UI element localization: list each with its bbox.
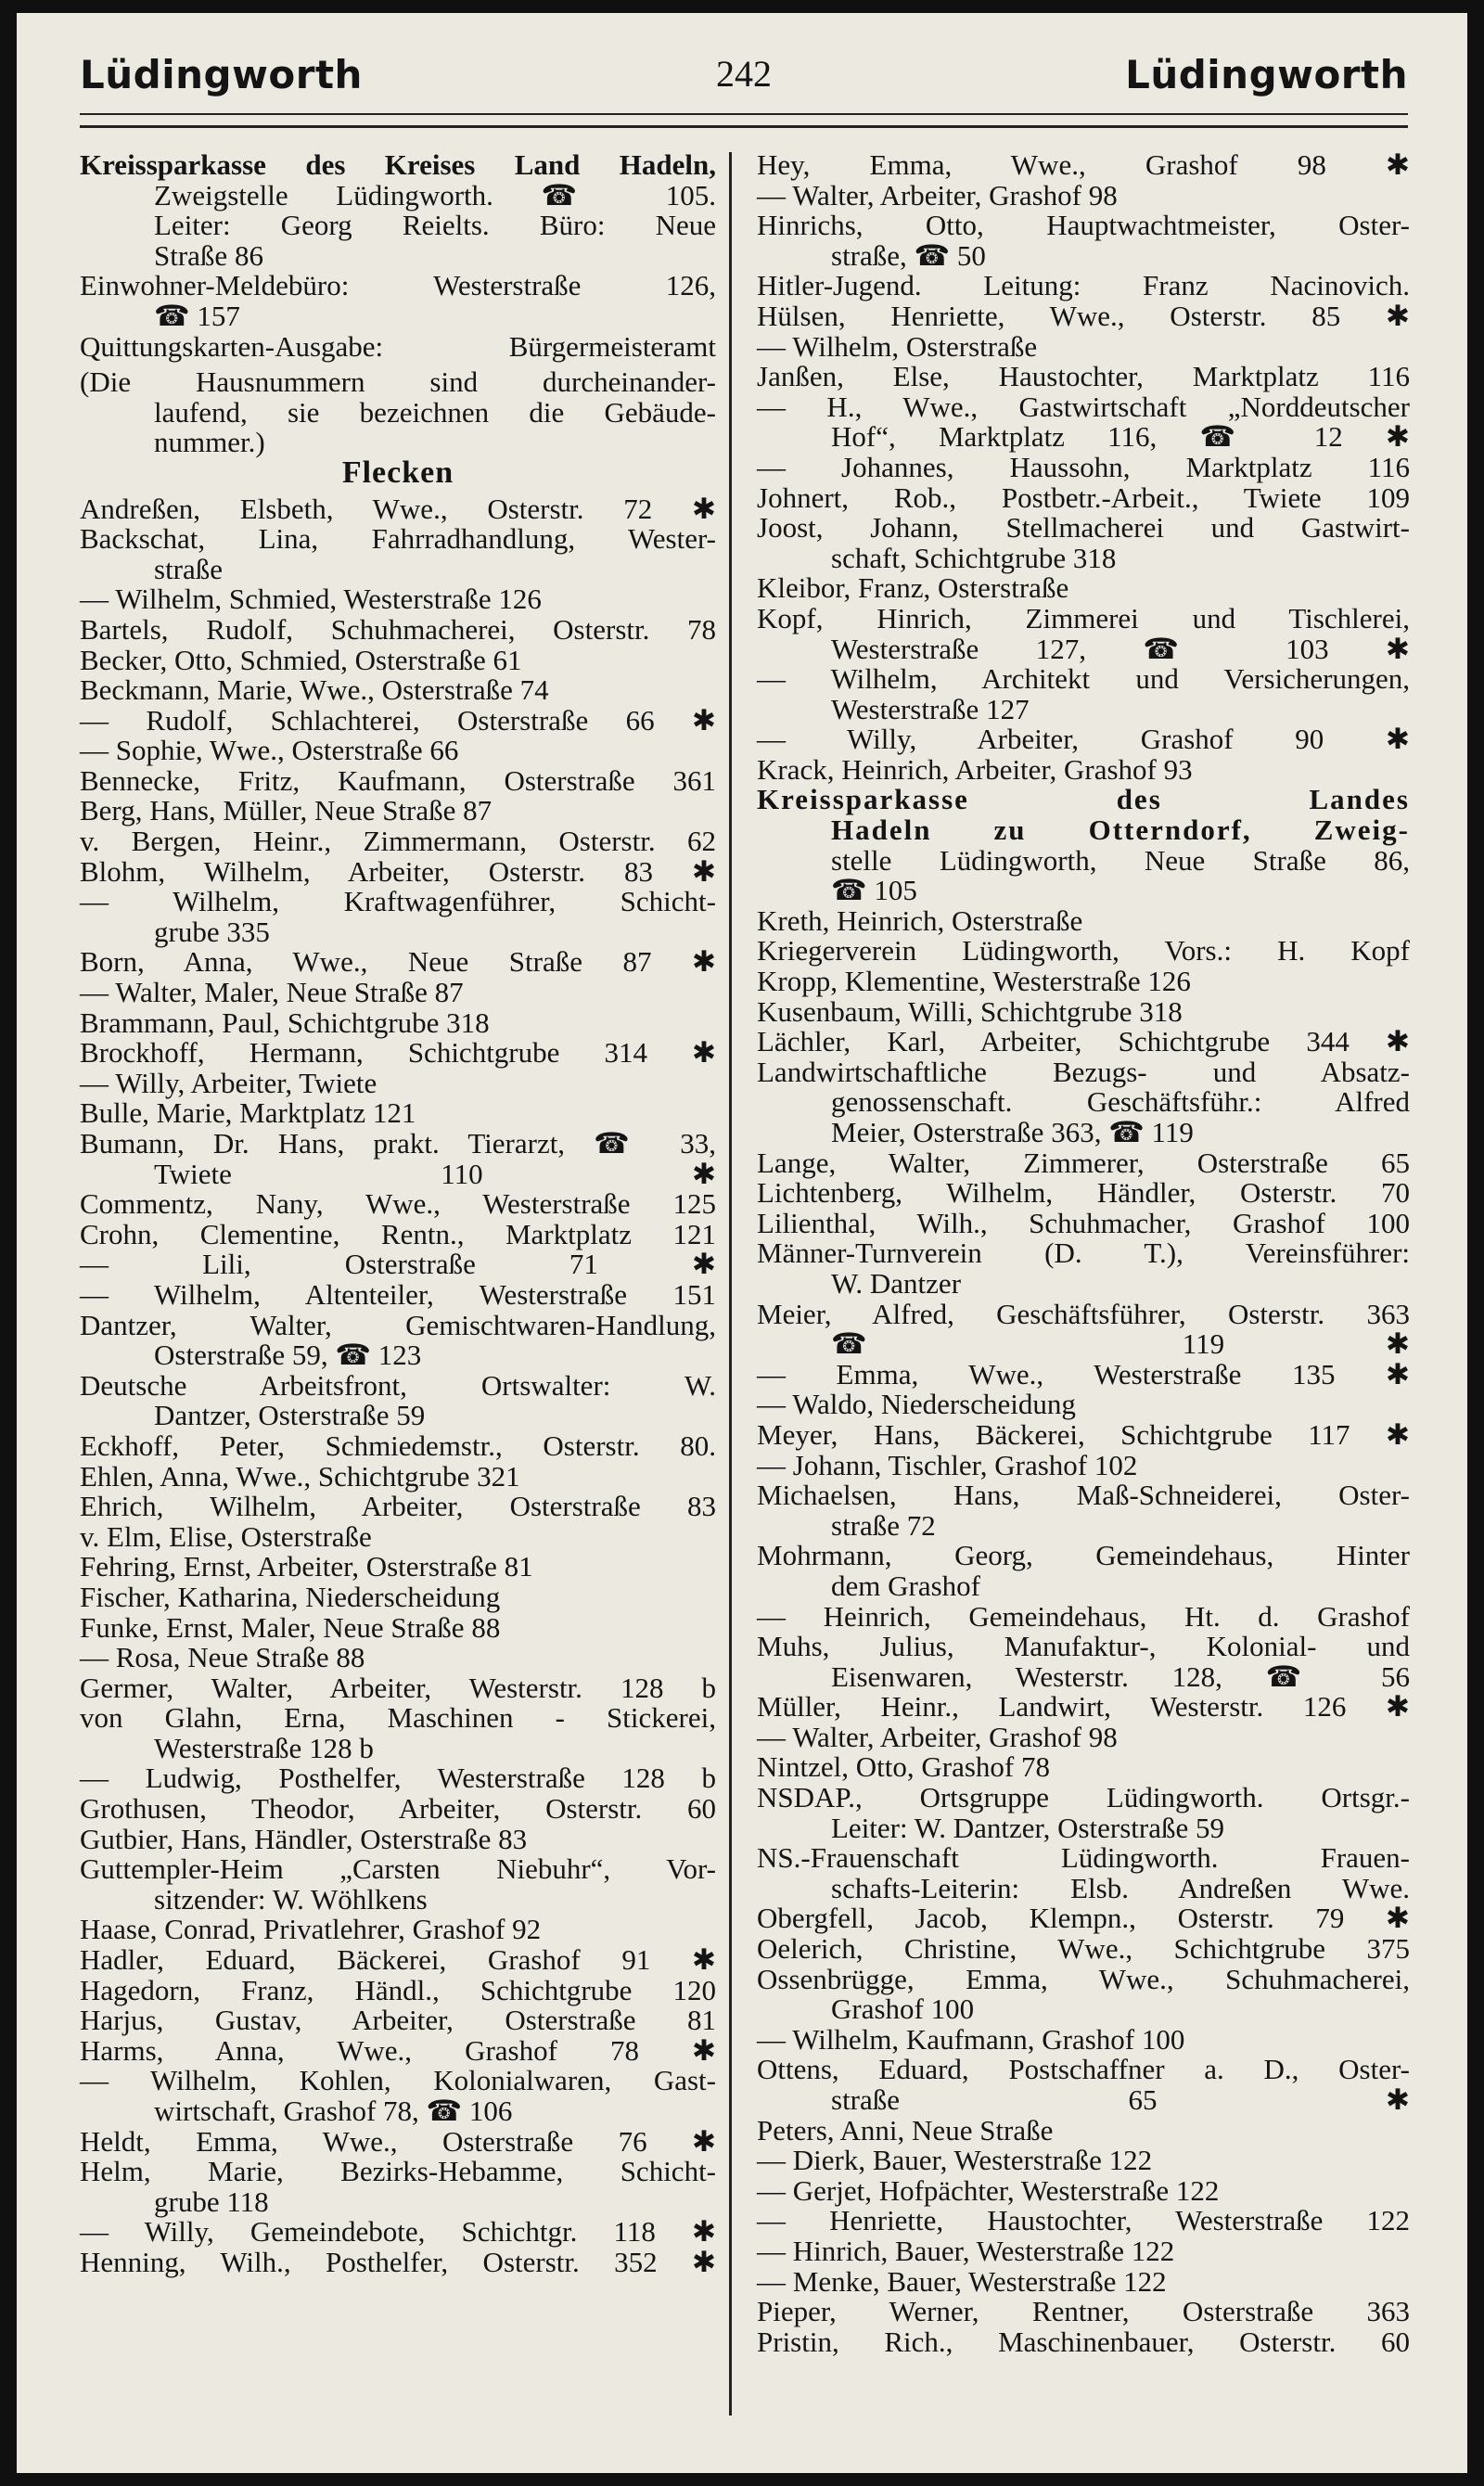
directory-line: laufend, sie bezeichnen die Gebäude-	[154, 395, 716, 429]
directory-line: Helm, Marie, Bezirks-Hebamme, Schicht-	[80, 2155, 716, 2188]
directory-line: — Wilhelm, Architekt und Versicherungen,	[757, 662, 1410, 696]
directory-line: — Sophie, Wwe., Osterstraße 66	[80, 734, 459, 767]
directory-line: Backschat, Lina, Fahrradhandlung, Wester-	[80, 522, 716, 556]
directory-line: Meier, Osterstraße 363, ☎ 119	[831, 1116, 1194, 1148]
directory-line: Hagedorn, Franz, Händl., Schichtgrube 120	[80, 1973, 716, 2006]
directory-line: — Willy, Arbeiter, Grashof 90 ✱	[757, 723, 1410, 756]
directory-line: Kreissparkasse des Landes	[757, 783, 1410, 816]
directory-line: Twiete 110 ✱	[154, 1157, 716, 1190]
directory-line: Ottens, Eduard, Postschaffner a. D., Oster-	[757, 2053, 1410, 2086]
directory-line: — Wilhelm, Altenteiler, Westerstraße 151	[80, 1277, 716, 1311]
directory-line: Krack, Heinrich, Arbeiter, Grashof 93	[757, 752, 1193, 786]
directory-line: Kreissparkasse des Kreises Land Hadeln,	[80, 148, 716, 181]
directory-line: — Wilhelm, Kaufmann, Grashof 100	[757, 2022, 1185, 2056]
directory-line: Kriegerverein Lüdingworth, Vors.: H. Kopf	[757, 934, 1410, 967]
directory-line: — Wilhelm, Osterstraße	[757, 329, 1038, 363]
directory-line: Ossenbrügge, Emma, Wwe., Schuhmacherei,	[757, 1962, 1410, 1995]
directory-line: Janßen, Else, Haustochter, Marktplatz 116	[757, 360, 1410, 393]
directory-line: Straße 86	[154, 238, 263, 272]
directory-line: Osterstraße 59, ☎ 123	[154, 1339, 422, 1372]
running-head-left: Lüdingworth	[80, 52, 363, 97]
directory-line: — Hinrich, Bauer, Westerstraße 122	[757, 2234, 1175, 2267]
directory-line: Henning, Wilh., Posthelfer, Osterstr. 352 ✱	[80, 2245, 716, 2278]
directory-line: Oelerich, Christine, Wwe., Schichtgrube 375	[757, 1932, 1410, 1966]
directory-line: Leiter: W. Dantzer, Osterstraße 59	[831, 1811, 1224, 1844]
directory-line: Fehring, Ernst, Arbeiter, Osterstraße 81	[80, 1550, 533, 1583]
column-divider	[729, 152, 732, 2416]
directory-line: Kreth, Heinrich, Osterstraße	[757, 903, 1083, 937]
directory-line: Kusenbaum, Willi, Schichtgrube 318	[757, 994, 1183, 1028]
directory-line: Hinrichs, Otto, Hauptwachtmeister, Oster-	[757, 209, 1410, 242]
directory-line: Dantzer, Walter, Gemischtwaren-Handlung,	[80, 1308, 716, 1341]
directory-line: Andreßen, Elsbeth, Wwe., Osterstr. 72 ✱	[80, 492, 716, 525]
directory-line: stelle Lüdingworth, Neue Straße 86,	[831, 843, 1410, 877]
directory-line: Zweigstelle Lüdingworth. ☎ 105.	[154, 178, 716, 211]
running-head-right: Lüdingworth	[1125, 52, 1408, 97]
directory-line: straße, ☎ 50	[831, 238, 986, 272]
directory-line: — Walter, Maler, Neue Straße 87	[80, 976, 464, 1009]
directory-line: Kopf, Hinrich, Zimmerei und Tischlerei,	[757, 601, 1410, 634]
directory-line: schafts-Leiterin: Elsb. Andreßen Wwe.	[831, 1871, 1410, 1904]
directory-line: Blohm, Wilhelm, Arbeiter, Osterstr. 83 ✱	[80, 854, 716, 888]
directory-line: straße 65 ✱	[831, 2083, 1410, 2116]
directory-line: Eisenwaren, Westerstr. 128, ☎ 56	[831, 1659, 1410, 1693]
directory-line: — Henriette, Haustochter, Westerstraße 122	[757, 2204, 1410, 2237]
directory-line: Hülsen, Henriette, Wwe., Osterstr. 85 ✱	[757, 299, 1410, 332]
directory-line: Peters, Anni, Neue Straße	[757, 2113, 1054, 2146]
directory-line: — Willy, Gemeindebote, Schichtgr. 118 ✱	[80, 2215, 716, 2249]
directory-line: Guttempler-Heim „Carsten Niebuhr“, Vor-	[80, 1852, 716, 1886]
directory-line: ☎ 105	[831, 874, 917, 907]
directory-page	[17, 13, 1467, 2473]
directory-line: Kropp, Klementine, Westerstraße 126	[757, 965, 1191, 998]
directory-line: — Wilhelm, Kraftwagenführer, Schicht-	[80, 885, 716, 918]
directory-line: — Walter, Arbeiter, Grashof 98	[757, 178, 1118, 211]
directory-line: genossenschaft. Geschäftsführ.: Alfred	[831, 1085, 1410, 1119]
directory-line: Obergfell, Jacob, Klempn., Osterstr. 79 ✱	[757, 1902, 1410, 1935]
directory-line: Müller, Heinr., Landwirt, Westerstr. 126 ✱	[757, 1690, 1410, 1724]
directory-line: straße 72	[831, 1508, 936, 1542]
directory-line: ☎ 157	[154, 299, 240, 332]
directory-line: — Wilhelm, Kohlen, Kolonialwaren, Gast-	[80, 2064, 716, 2097]
directory-line: Hadeln zu Otterndorf, Zweig-	[831, 814, 1410, 847]
directory-line: — Rudolf, Schlachterei, Osterstraße 66 ✱	[80, 703, 716, 737]
directory-line: Bulle, Marie, Marktplatz 121	[80, 1096, 416, 1130]
directory-line: — Ludwig, Posthelfer, Westerstraße 128 b	[80, 1762, 716, 1795]
directory-line: Westerstraße 127	[831, 692, 1030, 725]
section-heading: Flecken	[341, 455, 454, 490]
directory-line: Pristin, Rich., Maschinenbauer, Osterstr. 60	[757, 2325, 1410, 2358]
directory-line: Hitler-Jugend. Leitung: Franz Nacinovich.	[757, 269, 1410, 302]
directory-line: Berg, Hans, Müller, Neue Straße 87	[80, 794, 493, 827]
page-number: 242	[716, 53, 772, 95]
directory-line: NSDAP., Ortsgruppe Lüdingworth. Ortsgr.-	[757, 1781, 1410, 1814]
directory-line: Born, Anna, Wwe., Neue Straße 87 ✱	[80, 945, 716, 979]
directory-line: Beckmann, Marie, Wwe., Osterstraße 74	[80, 673, 549, 707]
directory-line: — Wilhelm, Schmied, Westerstraße 126	[80, 583, 542, 616]
directory-line: straße	[154, 552, 224, 585]
directory-line: Becker, Otto, Schmied, Osterstraße 61	[80, 643, 522, 676]
directory-line: — Johannes, Haussohn, Marktplatz 116	[757, 450, 1410, 483]
directory-line: Brammann, Paul, Schichtgrube 318	[80, 1006, 490, 1039]
directory-line: Brockhoff, Hermann, Schichtgrube 314 ✱	[80, 1036, 716, 1070]
directory-line: NS.-Frauenschaft Lüdingworth. Frauen-	[757, 1841, 1410, 1875]
directory-line: Landwirtschaftliche Bezugs- und Absatz-	[757, 1055, 1410, 1088]
directory-line: — Willy, Arbeiter, Twiete	[80, 1066, 377, 1099]
directory-line: Germer, Walter, Arbeiter, Westerstr. 128 b	[80, 1671, 716, 1704]
directory-line: — Heinrich, Gemeindehaus, Ht. d. Grashof	[757, 1599, 1410, 1633]
directory-line: grube 118	[154, 2185, 269, 2218]
directory-line: Fischer, Katharina, Niederscheidung	[80, 1580, 501, 1613]
directory-line: — Menke, Bauer, Westerstraße 122	[757, 2264, 1167, 2298]
directory-line: v. Bergen, Heinr., Zimmermann, Osterstr. 62	[80, 825, 716, 858]
directory-line: sitzender: W. Wöhlkens	[154, 1882, 428, 1916]
directory-line: Meyer, Hans, Bäckerei, Schichtgrube 117 ✱	[757, 1417, 1410, 1451]
directory-line: Hey, Emma, Wwe., Grashof 98 ✱	[757, 148, 1410, 181]
directory-line: Hadler, Eduard, Bäckerei, Grashof 91 ✱	[80, 1943, 716, 1977]
directory-line: ☎ 119 ✱	[831, 1327, 1410, 1361]
directory-line: wirtschaft, Grashof 78, ☎ 106	[154, 2095, 513, 2127]
directory-line: — Dierk, Bauer, Westerstraße 122	[757, 2144, 1153, 2177]
directory-line: Nintzel, Otto, Grashof 78	[757, 1750, 1050, 1784]
directory-line: Johnert, Rob., Postbetr.-Arbeit., Twiete 109	[757, 481, 1410, 514]
directory-line: Bumann, Dr. Hans, prakt. Tierarzt, ☎ 33,	[80, 1127, 716, 1160]
directory-line: Mohrmann, Georg, Gemeindehaus, Hinter	[757, 1539, 1410, 1572]
directory-line: Pieper, Werner, Rentner, Osterstraße 363	[757, 2295, 1410, 2328]
directory-line: v. Elm, Elise, Osterstraße	[80, 1519, 372, 1553]
directory-line: Harms, Anna, Wwe., Grashof 78 ✱	[80, 2033, 716, 2067]
directory-line: Hof“, Marktplatz 116, ☎ 12 ✱	[831, 420, 1410, 454]
directory-line: Lange, Walter, Zimmerer, Osterstraße 65	[757, 1146, 1410, 1179]
directory-line: von Glahn, Erna, Maschinen - Stickerei,	[80, 1701, 716, 1735]
directory-line: Grashof 100	[831, 1993, 975, 2026]
directory-line: W. Dantzer	[831, 1266, 962, 1300]
right-column	[757, 150, 1410, 2357]
directory-line: (Die Hausnummern sind durcheinander-	[80, 365, 716, 399]
directory-line: Lichtenberg, Wilhelm, Händler, Osterstr. 70	[757, 1176, 1410, 1210]
directory-line: Ehlen, Anna, Wwe., Schichtgrube 321	[80, 1459, 520, 1493]
directory-line: — Emma, Wwe., Westerstraße 135 ✱	[757, 1357, 1410, 1390]
directory-line: — Walter, Arbeiter, Grashof 98	[757, 1720, 1118, 1753]
directory-line: Ehrich, Wilhelm, Arbeiter, Osterstraße 83	[80, 1490, 716, 1523]
directory-line: Harjus, Gustav, Arbeiter, Osterstraße 81	[80, 2004, 716, 2037]
directory-line: Michaelsen, Hans, Maß-Schneiderei, Oster-	[757, 1479, 1410, 1512]
directory-line: Lächler, Karl, Arbeiter, Schichtgrube 344 ✱	[757, 1025, 1410, 1058]
directory-line: Muhs, Julius, Manufaktur-, Kolonial- und	[757, 1630, 1410, 1663]
directory-line: Funke, Ernst, Maler, Neue Straße 88	[80, 1610, 501, 1644]
header-rule-thick	[80, 125, 1408, 128]
directory-line: Grothusen, Theodor, Arbeiter, Osterstr. 60	[80, 1792, 716, 1826]
directory-line: dem Grashof	[831, 1569, 980, 1602]
directory-line: — Waldo, Niederscheidung	[757, 1388, 1076, 1421]
directory-line: Männer-Turnverein (D. T.), Vereinsführer:	[757, 1237, 1410, 1270]
directory-line: Joost, Johann, Stellmacherei und Gastwirt-	[757, 511, 1410, 545]
directory-line: nummer.)	[154, 426, 265, 459]
page-header	[80, 52, 1408, 117]
directory-line: Einwohner-Meldebüro: Westerstraße 126,	[80, 269, 716, 302]
directory-line: Westerstraße 127, ☎ 103 ✱	[831, 632, 1410, 665]
directory-line: Haase, Conrad, Privatlehrer, Grashof 92	[80, 1913, 542, 1946]
directory-line: Gutbier, Hans, Händler, Osterstraße 83	[80, 1822, 528, 1855]
directory-line: Kleibor, Franz, Osterstraße	[757, 571, 1069, 605]
directory-line: schaft, Schichtgrube 318	[831, 541, 1117, 574]
directory-line: Quittungskarten-Ausgabe: Bürgermeisteramt	[80, 329, 716, 363]
directory-line: Crohn, Clementine, Rentn., Marktplatz 121	[80, 1217, 716, 1250]
directory-line: Leiter: Georg Reielts. Büro: Neue	[154, 209, 716, 242]
directory-line: — Rosa, Neue Straße 88	[80, 1641, 365, 1674]
directory-line: Bennecke, Fritz, Kaufmann, Osterstraße 361	[80, 763, 716, 797]
directory-line: Meier, Alfred, Geschäftsführer, Osterstr. 363	[757, 1297, 1410, 1330]
directory-line: grube 335	[154, 915, 270, 948]
directory-line: — Lili, Osterstraße 71 ✱	[80, 1248, 716, 1281]
directory-line: Commentz, Nany, Wwe., Westerstraße 125	[80, 1187, 716, 1221]
directory-line: Deutsche Arbeitsfront, Ortswalter: W.	[80, 1368, 716, 1402]
directory-line: — Gerjet, Hofpächter, Westerstraße 122	[757, 2173, 1220, 2207]
directory-line: Eckhoff, Peter, Schmiedemstr., Osterstr. 80.	[80, 1429, 716, 1462]
directory-line: Dantzer, Osterstraße 59	[154, 1399, 426, 1432]
header-rule-thin	[80, 113, 1408, 115]
directory-line: — Johann, Tischler, Grashof 102	[757, 1448, 1138, 1481]
directory-line: Lilienthal, Wilh., Schuhmacher, Grashof 100	[757, 1206, 1410, 1239]
left-column	[80, 150, 716, 2278]
directory-line: — H., Wwe., Gastwirtschaft „Norddeutscher	[757, 390, 1410, 423]
directory-line: Westerstraße 128 b	[154, 1731, 374, 1764]
directory-line: Heldt, Emma, Wwe., Osterstraße 76 ✱	[80, 2124, 716, 2158]
directory-line: Bartels, Rudolf, Schuhmacherei, Osterstr. 78	[80, 612, 716, 646]
